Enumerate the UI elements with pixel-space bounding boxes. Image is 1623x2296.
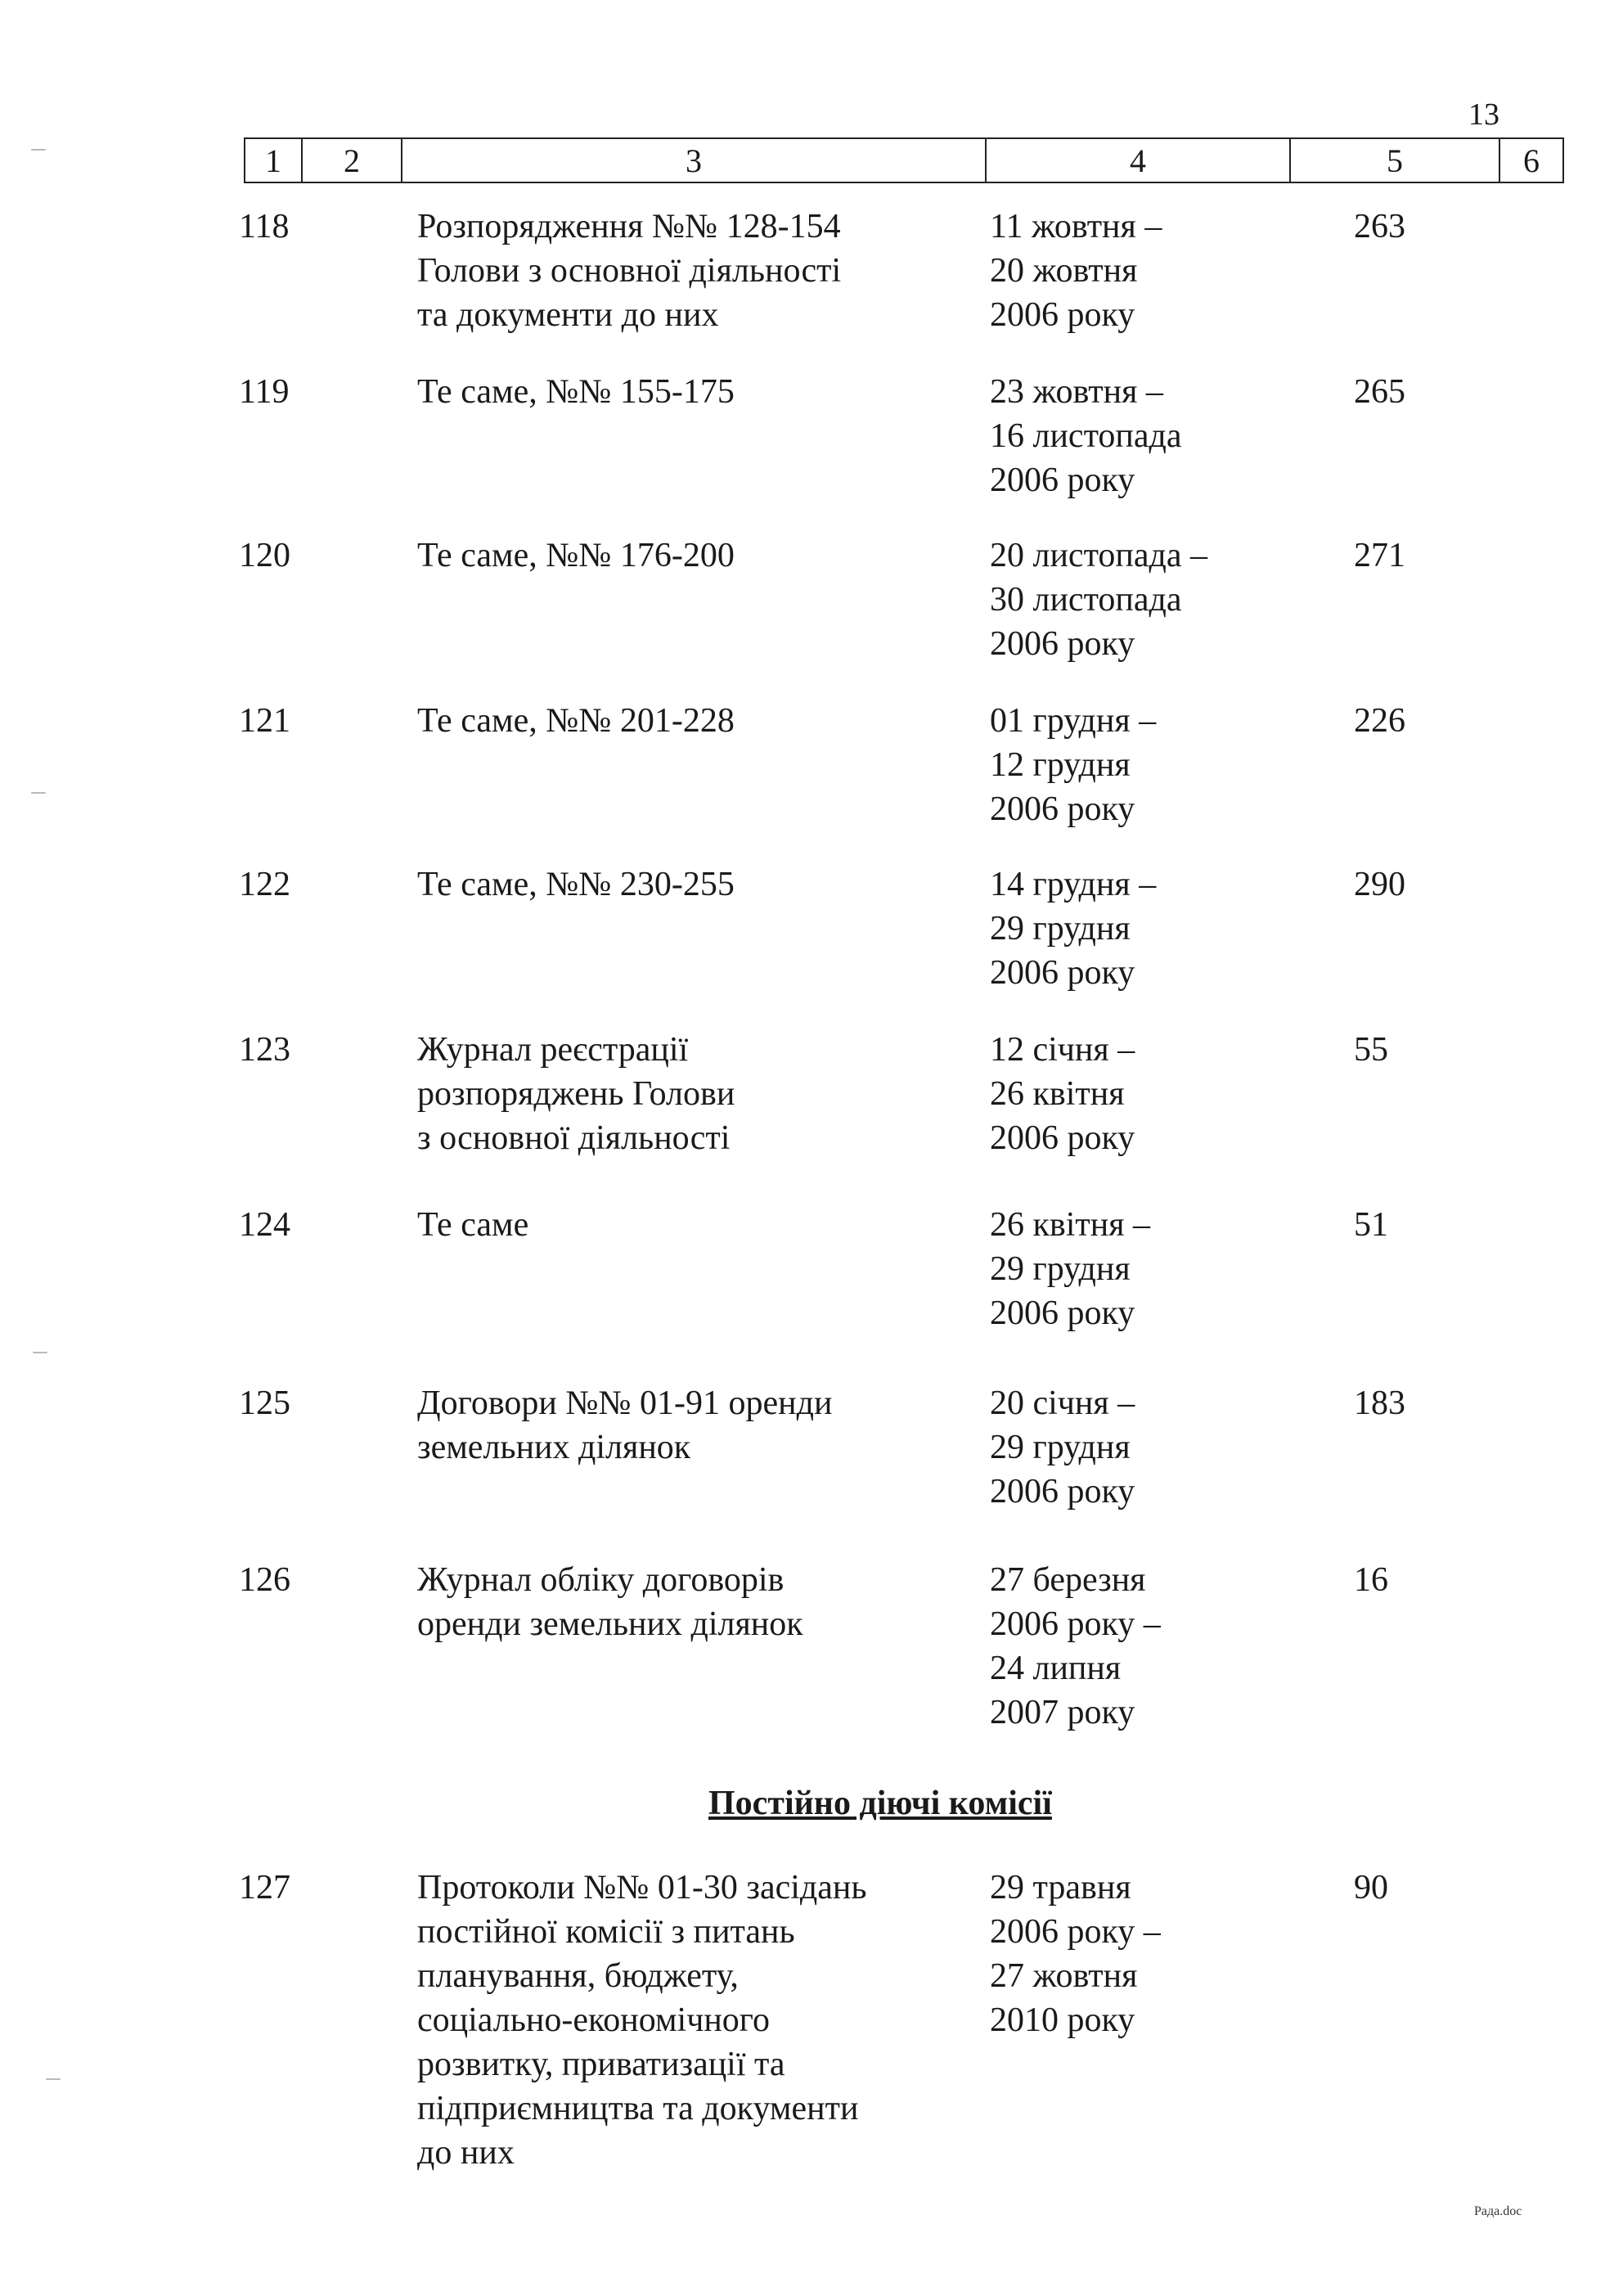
row-date-line: 16 листопада	[990, 417, 1182, 455]
row-title-line: соціально-економічного	[417, 2001, 770, 2039]
row-dates	[990, 1381, 1301, 1514]
row-sheet-count: 16	[1354, 1561, 1388, 1599]
row-title-line: та документи до них	[417, 296, 719, 334]
row-date-line: 23 жовтня –	[990, 373, 1163, 411]
row-title-line: Протоколи №№ 01-30 засідань	[417, 1869, 867, 1907]
row-date-line: 2006 року	[990, 461, 1135, 499]
column-header-row	[244, 137, 1564, 183]
row-title	[417, 370, 941, 414]
row-title-line: планування, бюджету,	[417, 1957, 739, 1995]
row-number: 125	[239, 1384, 290, 1422]
row-dates	[990, 699, 1301, 831]
row-dates	[990, 1866, 1301, 2042]
row-sheet-count: 265	[1354, 373, 1405, 411]
row-dates	[990, 533, 1301, 666]
row-date-line: 2006 року –	[990, 1913, 1161, 1951]
row-title-line: Те саме	[417, 1206, 529, 1244]
row-title-line: Договори №№ 01-91 оренди	[417, 1384, 833, 1422]
row-title-line: з основної діяльності	[417, 1119, 731, 1157]
row-sheet-count: 55	[1354, 1031, 1388, 1069]
footer-filename: Рада.doc	[1474, 2204, 1522, 2218]
row-title-line: до них	[417, 2134, 515, 2172]
row-date-line: 12 січня –	[990, 1031, 1135, 1069]
row-dates	[990, 205, 1301, 337]
column-header-2: 2	[303, 139, 402, 182]
row-dates	[990, 370, 1301, 502]
row-date-line: 30 листопада	[990, 581, 1182, 619]
row-sheet-count: 263	[1354, 208, 1405, 245]
section-heading: Постійно діючі комісії	[708, 1785, 1052, 1822]
row-title-line: Те саме, №№ 201-228	[417, 702, 735, 740]
row-date-line: 27 жовтня	[990, 1957, 1138, 1995]
row-date-line: 29 грудня	[990, 910, 1131, 948]
row-number: 121	[239, 702, 290, 740]
row-title	[417, 1028, 941, 1160]
row-date-line: 24 липня	[990, 1650, 1122, 1687]
row-date-line: 29 грудня	[990, 1429, 1131, 1466]
row-number: 126	[239, 1561, 290, 1599]
row-dates	[990, 1203, 1301, 1335]
column-header-5: 5	[1291, 139, 1500, 182]
row-dates	[990, 1558, 1301, 1735]
row-number: 127	[239, 1869, 290, 1907]
column-header-6: 6	[1523, 142, 1540, 179]
row-date-line: 2010 року	[990, 2001, 1135, 2039]
row-title	[417, 1558, 941, 1646]
row-number: 120	[239, 537, 290, 574]
row-number: 122	[239, 866, 290, 903]
row-sheet-count: 51	[1354, 1206, 1388, 1244]
row-title-line: земельних ділянок	[417, 1429, 691, 1466]
column-header-3: 3	[402, 139, 987, 182]
row-date-line: 29 грудня	[990, 1250, 1131, 1288]
row-date-line: 2006 року	[990, 1473, 1135, 1510]
row-date-line: 2007 року	[990, 1694, 1135, 1731]
row-date-line: 20 листопада –	[990, 537, 1208, 574]
row-date-line: 11 жовтня –	[990, 208, 1162, 245]
row-number: 124	[239, 1206, 290, 1244]
row-title-line: Те саме, №№ 155-175	[417, 373, 735, 411]
row-sheet-count: 271	[1354, 537, 1405, 574]
row-number: 118	[239, 208, 290, 245]
row-number: 123	[239, 1031, 290, 1069]
row-title	[417, 205, 941, 337]
row-date-line: 2006 року	[990, 625, 1135, 663]
scan-mark	[33, 1352, 47, 1353]
row-title	[417, 1381, 941, 1470]
row-date-line: 14 грудня –	[990, 866, 1157, 903]
row-title-line: Журнал реєстрації	[417, 1031, 689, 1069]
row-number: 119	[239, 373, 290, 411]
row-title	[417, 533, 941, 578]
row-date-line: 01 грудня –	[990, 702, 1157, 740]
row-title-line: Журнал обліку договорів	[417, 1561, 785, 1599]
row-dates	[990, 1028, 1301, 1160]
row-title-line: Те саме, №№ 230-255	[417, 866, 735, 903]
column-header-1: 1	[245, 139, 303, 182]
row-date-line: 2006 року	[990, 296, 1135, 334]
row-sheet-count: 226	[1354, 702, 1405, 740]
row-date-line: 29 травня	[990, 1869, 1131, 1907]
row-title	[417, 699, 941, 743]
row-dates	[990, 862, 1301, 995]
row-title-line: постійної комісії з питань	[417, 1913, 795, 1951]
row-date-line: 2006 року	[990, 954, 1135, 992]
scan-mark	[31, 792, 46, 794]
row-title-line: розпоряджень Голови	[417, 1075, 735, 1113]
row-date-line: 26 квітня –	[990, 1206, 1151, 1244]
row-sheet-count: 90	[1354, 1869, 1388, 1907]
page-number: 13	[1468, 97, 1499, 132]
row-date-line: 2006 року	[990, 790, 1135, 828]
column-header-4: 4	[987, 139, 1291, 182]
scan-mark	[31, 149, 46, 151]
row-sheet-count: 290	[1354, 866, 1405, 903]
row-sheet-count: 183	[1354, 1384, 1405, 1422]
row-title	[417, 1866, 941, 2175]
row-title-line: Те саме, №№ 176-200	[417, 537, 735, 574]
row-title	[417, 862, 941, 907]
row-title-line: Розпорядження №№ 128-154	[417, 208, 841, 245]
row-date-line: 2006 року	[990, 1119, 1135, 1157]
row-title	[417, 1203, 941, 1247]
row-title-line: Голови з основної діяльності	[417, 252, 842, 290]
row-title-line: розвитку, приватизації та	[417, 2046, 785, 2083]
scan-mark	[46, 2078, 61, 2080]
row-date-line: 27 березня	[990, 1561, 1146, 1599]
row-date-line: 2006 року	[990, 1294, 1135, 1332]
row-date-line: 12 грудня	[990, 746, 1131, 784]
row-title-line: підприємництва та документи	[417, 2090, 859, 2127]
row-date-line: 20 жовтня	[990, 252, 1138, 290]
row-date-line: 26 квітня	[990, 1075, 1125, 1113]
row-title-line: оренди земельних ділянок	[417, 1605, 803, 1643]
row-date-line: 20 січня –	[990, 1384, 1135, 1422]
row-date-line: 2006 року –	[990, 1605, 1161, 1643]
